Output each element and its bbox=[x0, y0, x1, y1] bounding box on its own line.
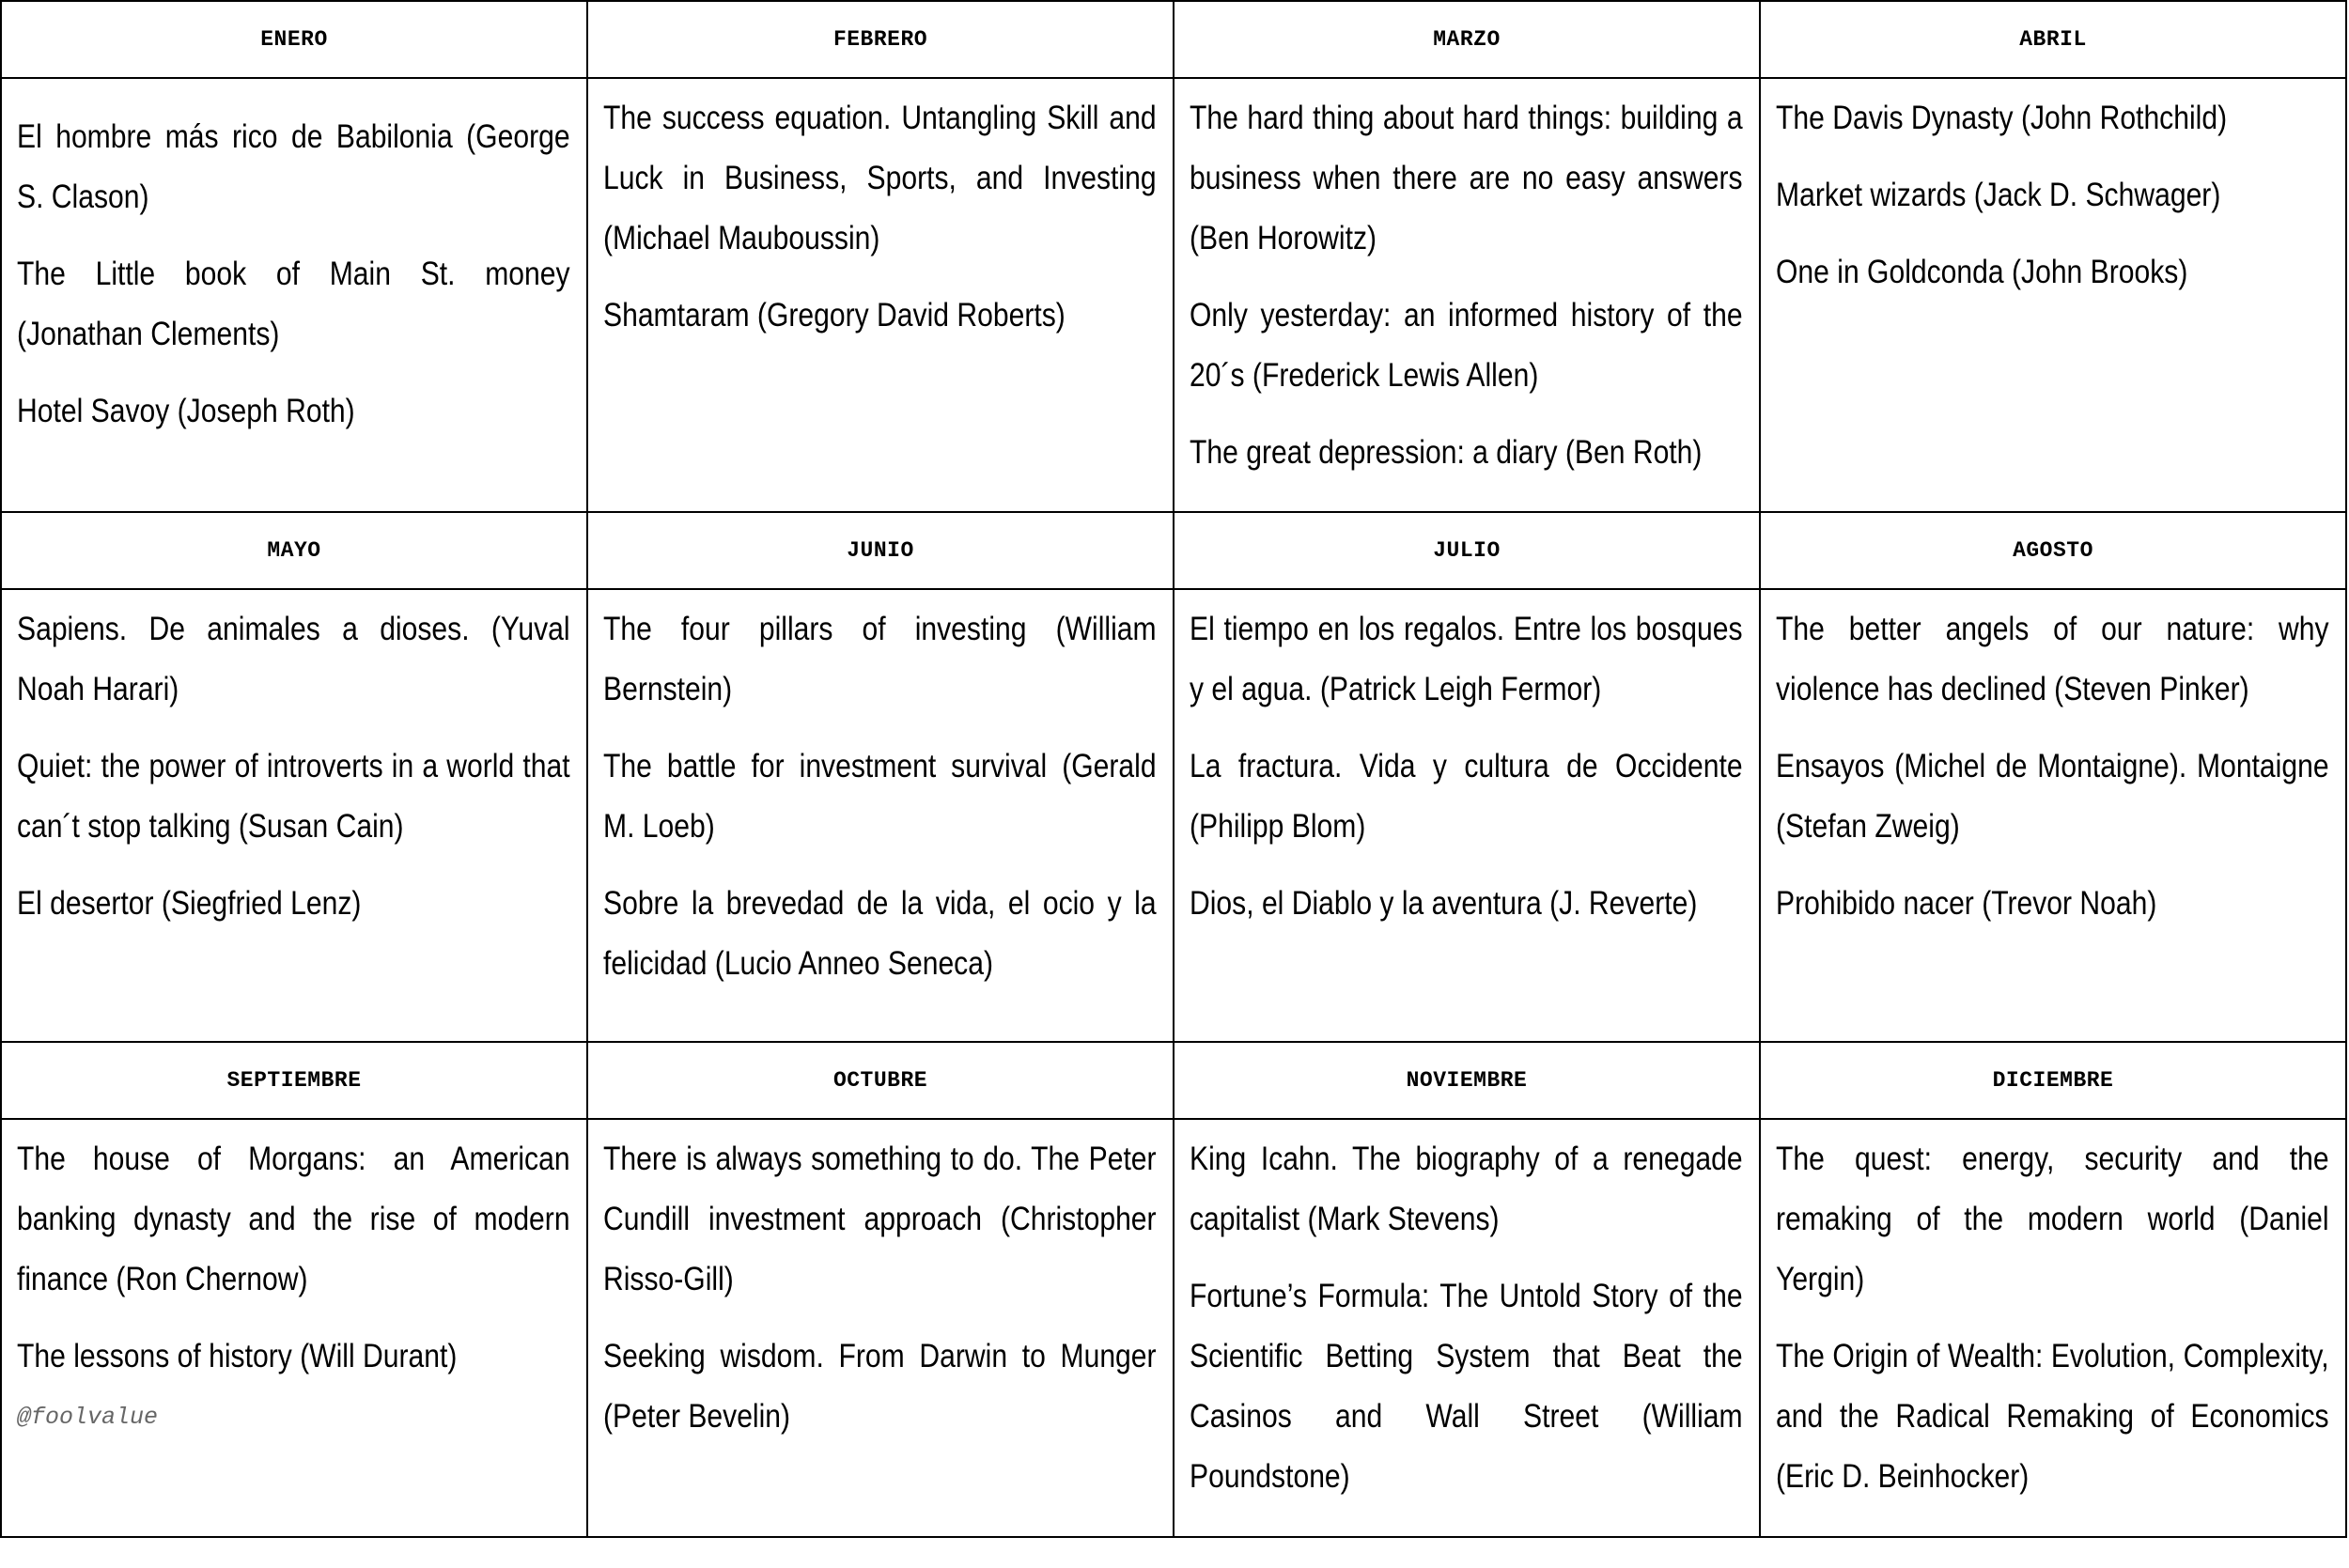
month-books-cell bbox=[587, 78, 1174, 512]
book-entry: King Icahn. The biography of a renegade capitalist (Mark Stevens) bbox=[1190, 1141, 1743, 1237]
book-entry: The Little book of Main St. money (Jonathan Clements) bbox=[17, 256, 570, 352]
books-row bbox=[1, 589, 2346, 1042]
book-entry: The house of Morgans: an American banking dynasty and the rise of modern finance (Ron Chernow) bbox=[17, 1141, 570, 1297]
book-entry: Sapiens. De animales a dioses. (Yuval Noah Harari) bbox=[17, 611, 570, 707]
month-books-cell bbox=[1760, 1119, 2346, 1537]
book-entry: The better angels of our nature: why violence has declined (Steven Pinker) bbox=[1776, 611, 2329, 707]
month-header: DICIEMBRE bbox=[1760, 1042, 2346, 1119]
month-books-cell bbox=[1, 589, 587, 1042]
book-entry: The Origin of Wealth: Evolution, Complexity, and the Radical Remaking of Economics (Eric D. Beinhocker) bbox=[1776, 1338, 2329, 1495]
book-entry: One in Goldconda (John Brooks) bbox=[1776, 254, 2188, 290]
month-books-cell bbox=[1, 1119, 587, 1537]
book-entry: The Davis Dynasty (John Rothchild) bbox=[1776, 100, 2228, 136]
month-header: JUNIO bbox=[587, 512, 1174, 589]
month-header: SEPTIEMBRE bbox=[1, 1042, 587, 1119]
author-watermark: @foolvalue bbox=[17, 1404, 159, 1431]
book-entry: There is always something to do. The Peter Cundill investment approach (Christopher Risso-Gill) bbox=[603, 1141, 1157, 1297]
book-entry: Fortune’s Formula: The Untold Story of the Scientific Betting System that Beat the Casinos and Wall Street (William Poundstone) bbox=[1190, 1278, 1743, 1495]
month-header: AGOSTO bbox=[1760, 512, 2346, 589]
book-entry: La fractura. Vida y cultura de Occidente (Philipp Blom) bbox=[1190, 748, 1743, 845]
book-entry: Sobre la brevedad de la vida, el ocio y la felicidad (Lucio Anneo Seneca) bbox=[603, 885, 1157, 982]
book-entry: The lessons of history (Will Durant) bbox=[17, 1338, 458, 1374]
month-books-cell bbox=[1760, 589, 2346, 1042]
book-entry: El desertor (Siegfried Lenz) bbox=[17, 885, 362, 922]
month-header: MAYO bbox=[1, 512, 587, 589]
book-entry: Shamtaram (Gregory David Roberts) bbox=[603, 297, 1066, 334]
month-header: FEBRERO bbox=[587, 1, 1174, 78]
month-books-cell bbox=[1760, 78, 2346, 512]
book-entry: The success equation. Untangling Skill and Luck in Business, Sports, and Investing (Michael Mauboussin) bbox=[603, 100, 1157, 256]
month-books-cell bbox=[587, 589, 1174, 1042]
books-row bbox=[1, 1119, 2346, 1537]
month-header: NOVIEMBRE bbox=[1174, 1042, 1760, 1119]
month-header-row bbox=[1, 1042, 2346, 1119]
month-books-cell bbox=[587, 1119, 1174, 1537]
month-books-cell bbox=[1, 78, 587, 512]
month-books-cell bbox=[1174, 589, 1760, 1042]
book-entry: The quest: energy, security and the remaking of the modern world (Daniel Yergin) bbox=[1776, 1141, 2329, 1297]
month-header-row bbox=[1, 1, 2346, 78]
book-entry: El hombre más rico de Babilonia (George S. Clason) bbox=[17, 118, 570, 215]
book-entry: Seeking wisdom. From Darwin to Munger (Peter Bevelin) bbox=[603, 1338, 1157, 1435]
books-row bbox=[1, 78, 2346, 512]
book-entry: Dios, el Diablo y la aventura (J. Reverte) bbox=[1190, 885, 1698, 922]
month-books-cell bbox=[1174, 78, 1760, 512]
book-entry: El tiempo en los regalos. Entre los bosques y el agua. (Patrick Leigh Fermor) bbox=[1190, 611, 1743, 707]
month-header: MARZO bbox=[1174, 1, 1760, 78]
month-header: ENERO bbox=[1, 1, 587, 78]
book-entry: Market wizards (Jack D. Schwager) bbox=[1776, 177, 2221, 213]
book-entry: Hotel Savoy (Joseph Roth) bbox=[17, 393, 355, 429]
month-header: ABRIL bbox=[1760, 1, 2346, 78]
book-entry: The great depression: a diary (Ben Roth) bbox=[1190, 434, 1703, 471]
book-entry: Prohibido nacer (Trevor Noah) bbox=[1776, 885, 2157, 922]
book-entry: Only yesterday: an informed history of the 20´s (Frederick Lewis Allen) bbox=[1190, 297, 1743, 394]
month-books-cell bbox=[1174, 1119, 1760, 1537]
month-header: OCTUBRE bbox=[587, 1042, 1174, 1119]
month-header: JULIO bbox=[1174, 512, 1760, 589]
book-entry: The battle for investment survival (Gerald M. Loeb) bbox=[603, 748, 1157, 845]
book-entry: Quiet: the power of introverts in a world that can´t stop talking (Susan Cain) bbox=[17, 748, 570, 845]
month-header-row bbox=[1, 512, 2346, 589]
book-entry: The four pillars of investing (William Bernstein) bbox=[603, 611, 1157, 707]
book-entry: Ensayos (Michel de Montaigne). Montaigne (Stefan Zweig) bbox=[1776, 748, 2329, 845]
book-entry: The hard thing about hard things: building a business when there are no easy answers (Ben Horowitz) bbox=[1190, 100, 1743, 256]
